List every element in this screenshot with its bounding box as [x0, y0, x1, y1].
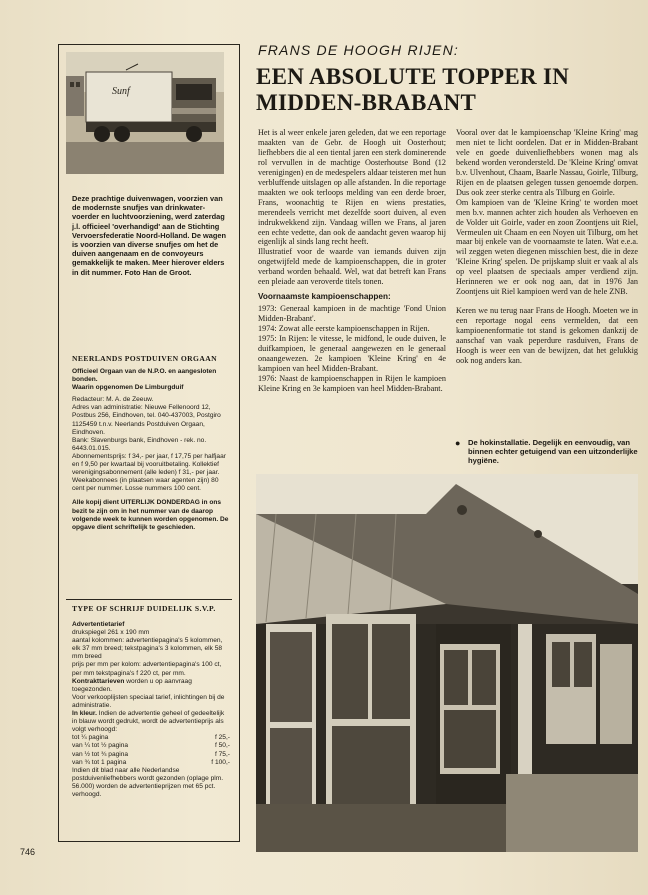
paragraph: Keren we nu terug naar Frans de Hoogh. Moeten we in een reportage nogal eens vermelden, dat een kampioenenformatie tot stand is gekomen dankzij de aanschaf van vaak peperdure rasduiven, Frans de Hoogh is weer een van de bewijzen, dat het gelukkig ook nog anders kan.: [456, 306, 638, 365]
price-row: van ½ tot ¾ pagina f 75,-: [72, 750, 230, 758]
price-row: van ¾ tot 1 pagina f 100,-: [72, 758, 230, 766]
paragraph: 1975: In Rijen: le vitesse, le midfond, le oude duiven, le duifkampioen, le generaal aangewezen en le generaal onaangewezen. 2e kampioen 'Kleine Kring' en 4e kampioen van heel Midden-Brabant.: [258, 334, 446, 373]
subheading: Voornaamste kampioenschappen:: [258, 292, 391, 302]
article-kicker: FRANS DE HOOGH RIJEN:: [258, 42, 459, 58]
colophon: [72, 354, 230, 532]
paragraph: Vooral over dat le kampioenschap 'Kleine Kring' mag men niet te licht oordelen. Dat er in Midden-Brabant vele en goede duivenliefhebbers wonen mag als bekend worden verondersteld. De 'Kleine Kring' omvat b.v. Ulvenhout, Chaam, Baarle Nassau, Goirle, Tilburg, Rijen en de plaatsen gelegen tussen genoemde dorpen. Dus ook zeer sterke centra als Tilburg en Goirle.: [456, 128, 638, 197]
price-row: tot ¼ pagina f 25,-: [72, 734, 230, 742]
ad-rates: [72, 604, 230, 799]
article-column-1: [258, 128, 446, 394]
kontrakt-title: Kontrakttarieven: [72, 677, 125, 685]
svg-text:Sunf: Sunf: [112, 86, 130, 97]
paragraph: 1974: Zowat alle eerste kampioenschappen in Rijen.: [258, 324, 430, 334]
photo-caption: Deze prachtige duivenwagen, voorzien van de modernste snufjes van drinkwater- voerder en luchtvoorziening, werd zaterdag j.l. officieel 'overhandigd' aan de Stichting Vervoersfederatie Noord-Holland. De wagen is voorzien van diverse snufjes om het de duiven aangenaam en de convoyeurs gemakkelijk te maken. Meer hierover elders in dit nummer. Foto Han de Groot.: [72, 194, 227, 277]
colophon-editor: Redacteur: M. A. de Zeeuw.: [72, 396, 154, 404]
colophon-subscription: Abonnementsprijs: f 34,- per jaar, f 17,75 per halfjaar en f 9,50 per kwartaal bij vooruitbetaling. Kollektief verenigingsabonnement (alle leden) f 31,- per jaar. Weekabonnees (in plaatsen waar agenten zijn) 80 cent per nummer. Losse nummers 100 cent.: [72, 452, 226, 493]
ads-heading: TYPE OF SCHRIJF DUIDELIJK S.V.P.: [72, 604, 216, 613]
colophon-deadline: Alle kopij dient UITERLIJK DONDERDAG in ons bezit te zijn om in het nummer van de daarop volgende week te kunnen worden opgenomen. De opgave dient schriftelijk te geschieden.: [72, 499, 229, 531]
colophon-address: Adres van administratie: Nieuwe Fellenoord 12, Postbus 256, Eindhoven, tel. 040-437003, Postgiro 1125459 t.n.v. Neerlands Postduiven Orgaan, Eindhoven.: [72, 404, 221, 436]
kleur-title: In kleur.: [72, 710, 97, 718]
article-title: EEN ABSOLUTE TOPPER IN MIDDEN-BRABANT: [256, 64, 570, 115]
divider: [66, 599, 232, 600]
paragraph: Het is al weer enkele jaren geleden, dat we een reportage maakten van de Gebr. de Hoogh uit Oosterhout; liefhebbers die al een tiental jaren een sterk dominerende rol vervullen in de machtige Oosterhoutse Bond (12 verenigingen) en de medespelers aldaar teisteren met hun verbluffende uitslagen op alle afstanden. In die reportage maakten we ook terloops melding van een derde broer, Frans, woonachtig te Rijen en wiens prestaties, merendeels verricht met dezelfde soort duiven, al even indrukwekkend zijn. Vandaag willen we Frans, al jaren een echte vedette, dan ook de aandacht geven waarop hij eigenlijk al sinds lang recht heeft.: [258, 128, 447, 247]
paragraph: Illustratief voor de waarde van iemands duiven zijn ongetwijfeld mede de kampioenschappen, die in groter verband worden behaald. Wel, wat dat betreft kan Frans een pleiade aan veroverde titels tonen.: [258, 247, 446, 287]
colophon-bank: Bank: Slavenburgs bank, Eindhoven - rek. no. 6443.01.015.: [72, 436, 207, 452]
kleur-text: Indien de advertentie geheel of gedeeltelijk in blauw wordt gedrukt, wordt de advertentieprijs als volgt verhoogd:: [72, 710, 225, 734]
price-row: van ¼ tot ½ pagina f 50,-: [72, 742, 230, 750]
paragraph: 1976: Naast de kampioenschappen in Rijen le kampioen Kleine Kring en 3e kampioen van heel Midden-Brabant.: [258, 373, 446, 393]
hokken-caption: De hokinstallatie. Degelijk en eenvoudig, van binnen echter getuigend van een uitzonderlijke hygiëne.: [468, 438, 638, 466]
truck-photo: [66, 52, 224, 174]
paragraph: Om kampioen van de 'Kleine Kring' te worden moet men b.v. mannen achter zich houden als Verhoeven en de Volder uit Goirle, vader en zoon Zoontjens uit Riel, Vermeulen uit Chaam en een Noyen uit Tilburg, om het maar bij enkele van de voornaamste te laten. Wat e.e.a. wil zeggen weten diegenen misschien best, die in deze 'Kleine Kring' spelen. De prijskamp sluit er vaak al als op veel plaatsen de speciaals amper verdiend zijn. Herinneren we er ook nog aan, dat in 1976 Jan Zoontjens uit Riel kampioen werd van de hele ZNB.: [456, 197, 638, 297]
colophon-incorporated: Waarin opgenomen De Limburgduif: [72, 384, 184, 392]
colophon-official: Officieel Orgaan van de N.P.O. en aangesloten bonden.: [72, 368, 217, 384]
bullet-icon: ●: [455, 438, 461, 448]
kontrakt-text: worden u op aanvraag toegezonden.: [72, 677, 192, 693]
colophon-heading: NEERLANDS POSTDUIVEN ORGAAN: [72, 354, 217, 363]
ads-footer: Indien dit blad naar alle Nederlandse postduivenliefhebbers wordt gezonden (oplage plm. 56.000) worden de advertentieprijzen met 65 pct. verhoogd.: [72, 766, 224, 798]
verkoop-text: Voor verkooplijsten speciaal tarief, inlichtingen bij de administratie.: [72, 693, 225, 709]
paragraph: 1973: Generaal kampioen in de machtige 'Fond Union Midden-Brabant'.: [258, 304, 446, 324]
tarief-title: Advertentietarief: [72, 621, 125, 628]
page-number: 746: [20, 847, 36, 857]
article-column-2: [456, 128, 638, 366]
loft-photo: [256, 474, 638, 852]
tarief-text: drukspiegel 261 x 190 mm aantal kolommen: advertentiepagina's 5 kolommen, elk 37 mm breed; tekstpagina's 3 kolommen, elk 58 mm breed prijs per mm per kolom: advertentiepagina's 100 ct, per mm tekstpagina's f 220 ct, per mm.: [72, 629, 223, 677]
